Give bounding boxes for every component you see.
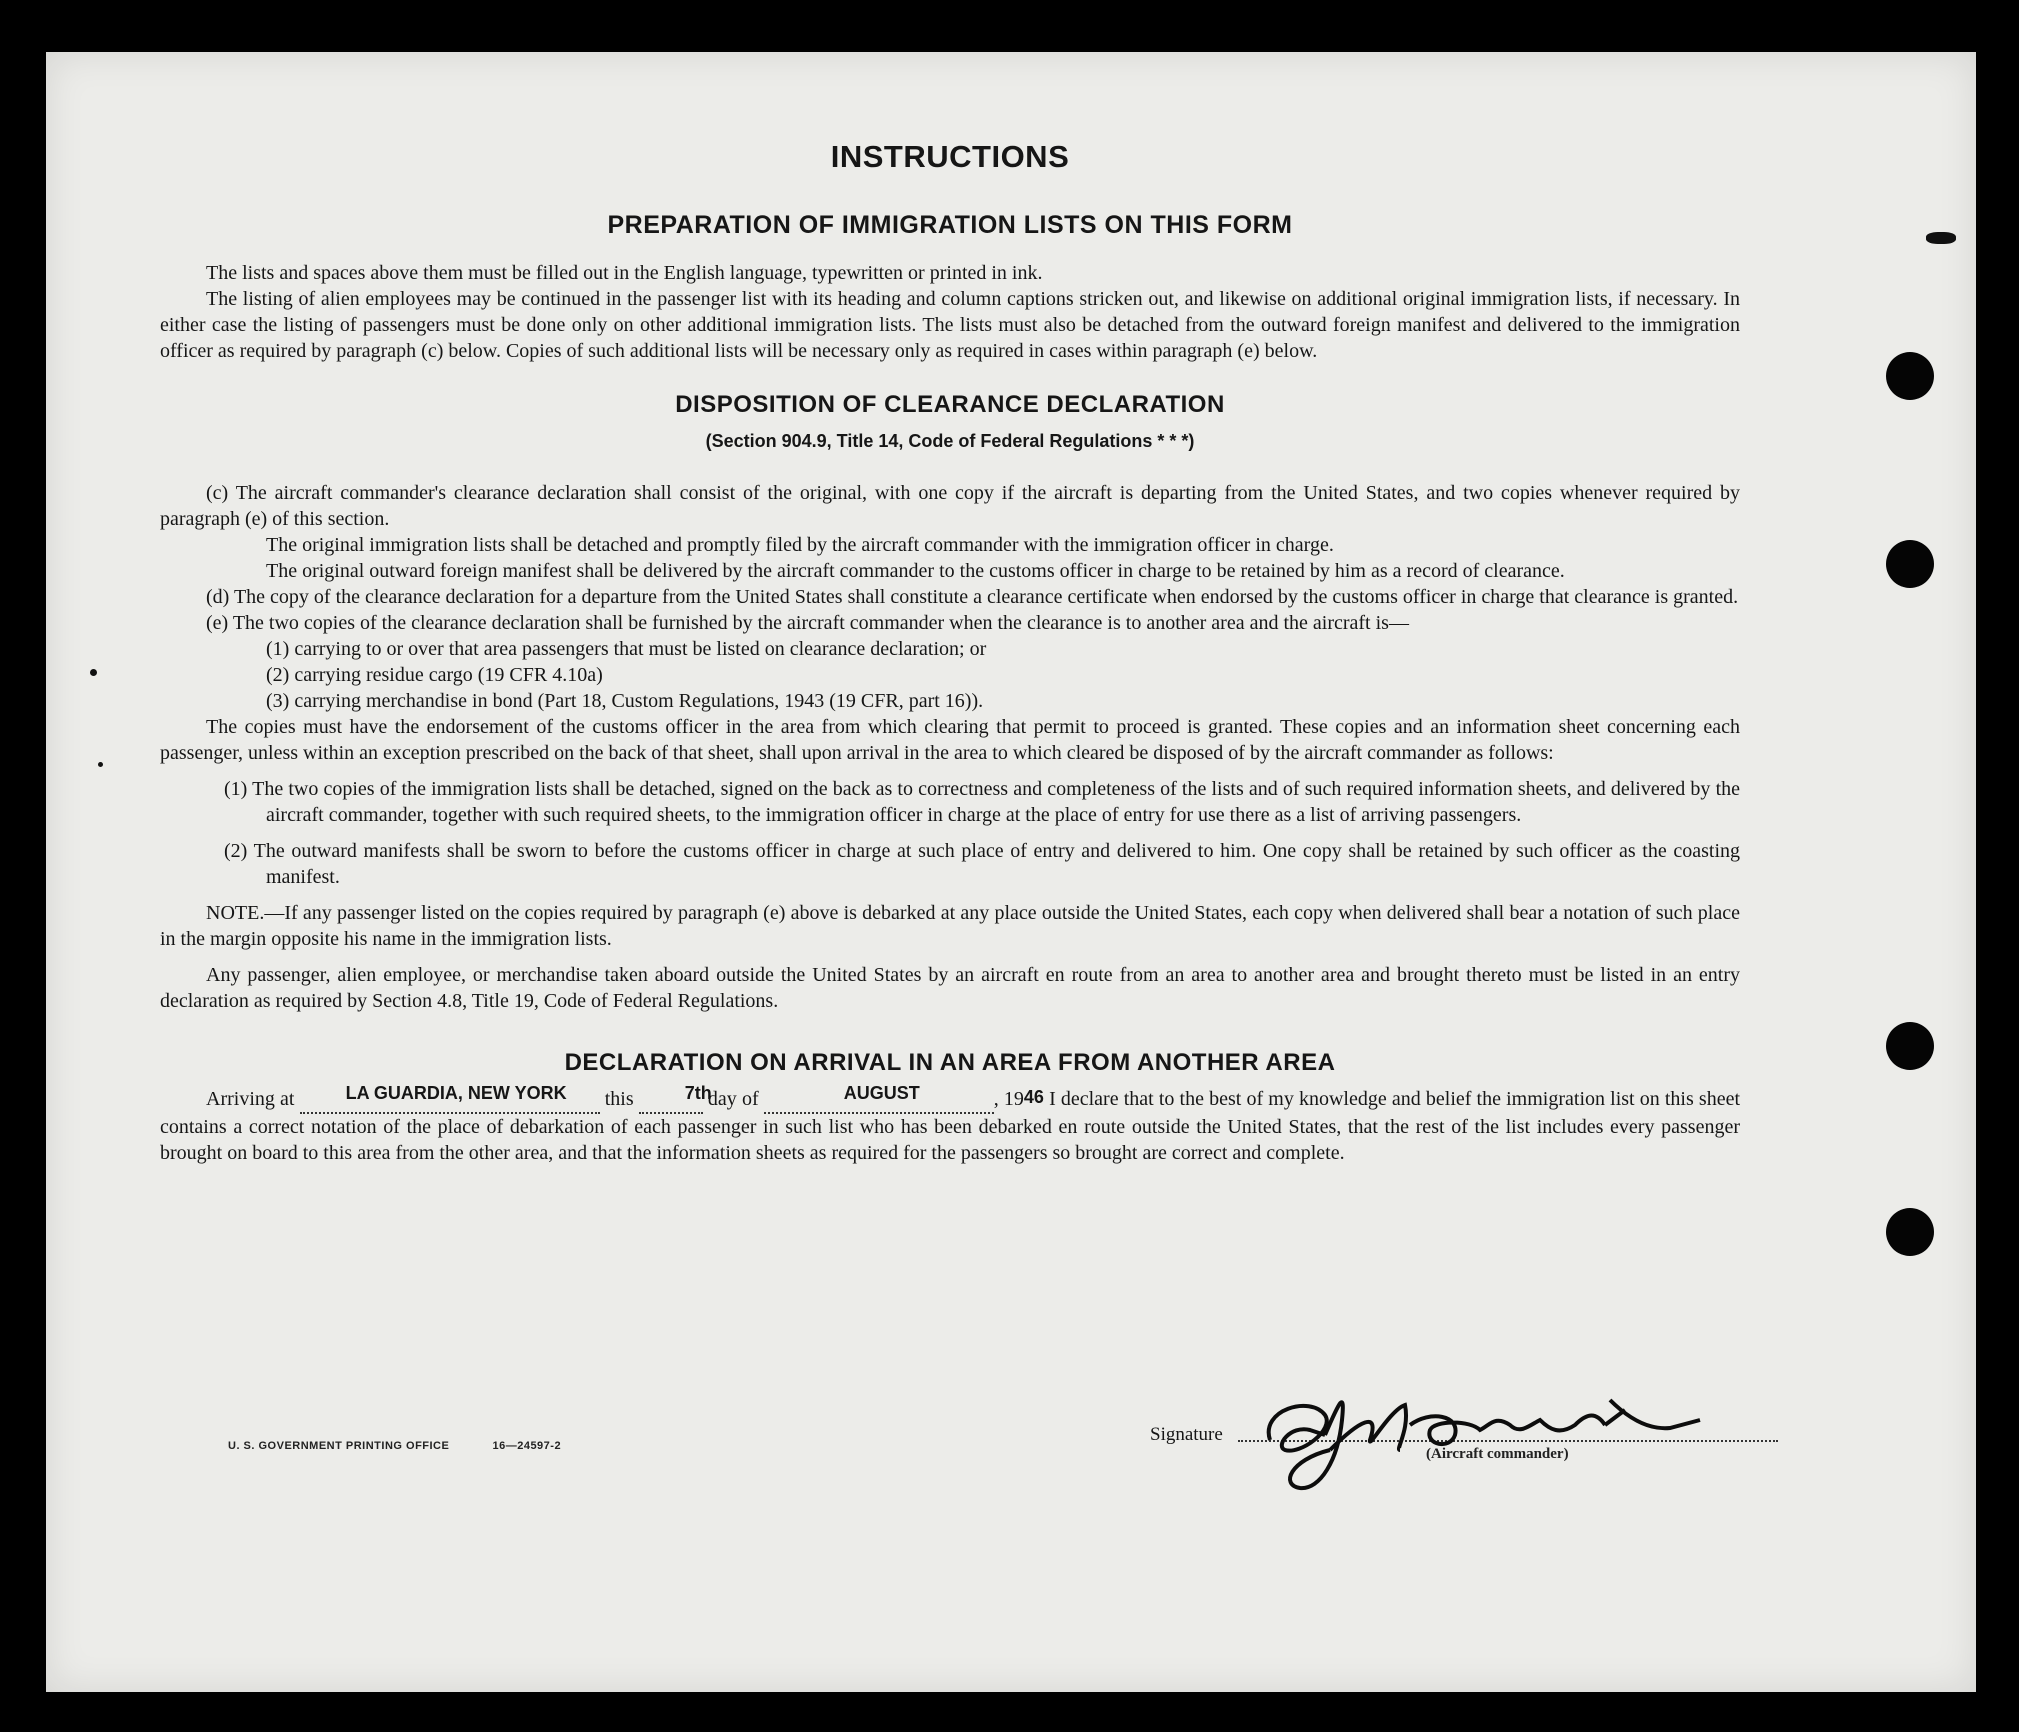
- place-field: [300, 1083, 600, 1114]
- paragraph-c-sub: The original immigration lists shall be detached and promptly filed by the aircraft commander with the immigration officer in charge.: [266, 534, 1334, 556]
- paragraph: The copies must have the endorsement of the customs officer in the area from which clearing that permit to proceed is granted. These copies and an information sheet concerning each passenger, unless within an exception prescribed on the back of that sheet, shall upon arrival in the area to which cleared be disposed of by the aircraft commander as follows:: [160, 716, 1740, 764]
- month-field: [764, 1083, 994, 1114]
- this-label: this: [604, 1088, 634, 1110]
- punch-hole: [1886, 540, 1934, 588]
- list-item: (2) The outward manifests shall be sworn to before the customs officer in charge at such place of entry and delivered to him. One copy shall be retained by such officer as the coasting manifest.: [224, 840, 1740, 888]
- printing-office-footer: [228, 1440, 561, 1452]
- speck: [90, 669, 97, 676]
- speck: [1926, 232, 1956, 244]
- form-number: 16—24597-2: [492, 1440, 562, 1452]
- arrival-declaration: [160, 1083, 1741, 1166]
- handwritten-signature: [1230, 1380, 1710, 1500]
- list-item: (1) carrying to or over that area passengers that must be listed on clearance declaration; or: [266, 638, 987, 660]
- place-value: LA GUARDIA, NEW YORK: [345, 1083, 567, 1103]
- page-title: INSTRUCTIONS: [830, 139, 1070, 174]
- year-prefix: , 19: [993, 1088, 1024, 1110]
- paragraph: The listing of alien employees may be continued in the passenger list with its heading and column captions stricken out, and likewise on additional original immigration lists, if necessary. In either case the listing of passengers must be done only on other additional immigration lists. The lists must also be detached from the outward foreign manifest and delivered to the immigration officer as required by paragraph (c) below. Copies of such additional lists will be necessary only as required in cases within paragraph (e) below.: [160, 288, 1740, 362]
- speck: [98, 762, 103, 767]
- gpo-label: U. S. GOVERNMENT PRINTING OFFICE: [228, 1440, 450, 1452]
- year-value: 46: [1023, 1087, 1044, 1107]
- list-item: (3) carrying merchandise in bond (Part 18, Custom Regulations, 1943 (19 CFR, part 16)).: [266, 690, 984, 712]
- arriving-at-label: Arriving at: [206, 1088, 295, 1110]
- signature-caption: (Aircraft commander): [1426, 1446, 1569, 1462]
- section-subheading: (Section 904.9, Title 14, Code of Federal Regulations * * *): [705, 431, 1195, 451]
- section-heading-arrival: DECLARATION ON ARRIVAL IN AN AREA FROM ANOTHER AREA: [564, 1049, 1336, 1076]
- declaration-text: I declare that to the best of my knowledge and belief the immigration list on this sheet contains a correct notation of the place of debarkation of each passenger in such list who has been debarked en route outside the United States, that the rest of the list includes every passenger brought on board to this area from the other area, and that the information sheets as required for the passengers so brought are correct and complete.: [160, 1088, 1741, 1164]
- paragraph: The lists and spaces above them must be filled out in the English language, typewritten or printed in ink.: [206, 262, 1043, 284]
- section-heading-disposition: DISPOSITION OF CLEARANCE DECLARATION: [675, 391, 1225, 418]
- paragraph-c: (c) The aircraft commander's clearance declaration shall consist of the original, with one copy if the aircraft is departing from the United States, and two copies whenever required by paragraph (e) of this section.: [160, 482, 1740, 530]
- day-value: 7th: [684, 1083, 712, 1103]
- section-heading-preparation: PREPARATION OF IMMIGRATION LISTS ON THIS FORM: [607, 211, 1293, 239]
- day-field: [639, 1083, 712, 1114]
- month-value: AUGUST: [843, 1083, 920, 1103]
- note-paragraph: NOTE.—If any passenger listed on the copies required by paragraph (e) above is debarked at any place outside the United States, each copy when delivered shall bear a notation of such place in the margin opposite his name in the immigration lists.: [160, 902, 1740, 950]
- list-item: (1) The two copies of the immigration lists shall be detached, signed on the back as to correctness and completeness of the lists and of such required information sheets, and delivered by the aircraft commander, together with such required sheets, to the immigration officer in charge at the place of entry for use there as a list of arriving passengers.: [224, 778, 1740, 826]
- punch-hole: [1886, 352, 1934, 400]
- punch-hole: [1886, 1208, 1934, 1256]
- paragraph-d: (d) The copy of the clearance declaration for a departure from the United States shall constitute a clearance certificate when endorsed by the customs officer in charge that clearance is granted.: [206, 586, 1739, 608]
- punch-hole: [1886, 1022, 1934, 1070]
- paragraph: Any passenger, alien employee, or merchandise taken aboard outside the United States by an aircraft en route from an area to another area and brought thereto must be listed in an entry declaration as required by Section 4.8, Title 19, Code of Federal Regulations.: [160, 964, 1740, 1012]
- day-of-label: day of: [707, 1088, 759, 1110]
- instructions-body: [160, 90, 1740, 1166]
- paragraph-e: (e) The two copies of the clearance declaration shall be furnished by the aircraft commander when the clearance is to another area and the aircraft is—: [206, 612, 1409, 634]
- list-item: (2) carrying residue cargo (19 CFR 4.10a): [266, 664, 603, 686]
- signature-label: Signature: [1150, 1424, 1223, 1445]
- paragraph-c-sub: The original outward foreign manifest shall be delivered by the aircraft commander to the customs officer in charge to be retained by him as a record of clearance.: [266, 560, 1565, 582]
